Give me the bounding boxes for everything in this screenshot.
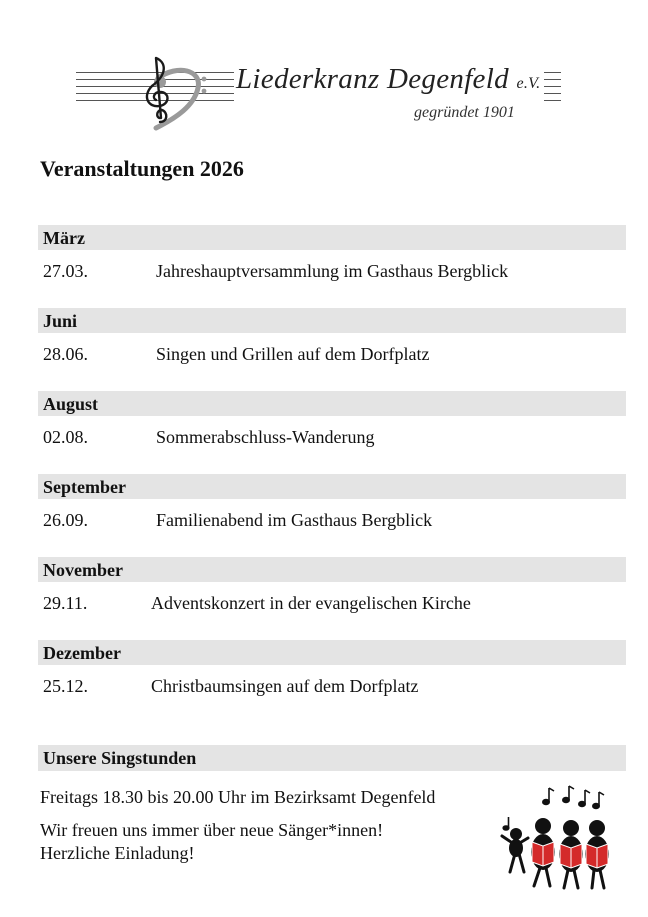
event-date: 29.11. [43,593,88,613]
logo-club-name: Liederkranz Degenfeld e.V. [234,62,544,101]
event-title: Singen und Grillen auf dem Dorfplatz [156,344,430,364]
event-date: 28.06. [43,344,88,364]
event-title: Sommerabschluss-Wanderung [156,427,375,447]
month-label: Dezember [43,643,121,663]
event-date: 26.09. [43,510,88,530]
event-date: 02.08. [43,427,88,447]
event-date: 25.12. [43,676,88,696]
month-label: November [43,560,123,580]
month-label: Juni [43,311,78,331]
welcome-text: Wir freuen uns immer über neue Sänger*innen! [40,820,384,840]
month-label: September [43,477,126,497]
event-date: 27.03. [43,261,88,281]
month-header [38,225,626,250]
page-title: Veranstaltungen 2026 [40,156,244,181]
event-title: Christbaumsingen auf dem Dorfplatz [151,676,419,696]
logo-founded: gegründet 1901 [414,104,515,121]
event-title: Adventskonzert in der evangelischen Kirche [151,593,471,613]
logo-suffix: e.V. [516,75,541,92]
singing-choir-icon [494,782,622,892]
month-header [38,391,626,416]
invite-text: Herzliche Einladung! [40,843,195,863]
month-header [38,557,626,582]
month-header [38,640,626,665]
singing-schedule: Freitags 18.30 bis 20.00 Uhr im Bezirksamt Degenfeld [40,787,436,807]
month-header [38,474,626,499]
singing-heading: Unsere Singstunden [43,748,197,768]
event-title: Familienabend im Gasthaus Bergblick [156,510,433,530]
month-header [38,308,626,333]
event-title: Jahreshauptversammlung im Gasthaus Bergblick [156,261,509,281]
month-label: August [43,394,99,414]
club-logo [76,52,561,132]
singing-header [38,745,626,771]
month-label: März [43,228,85,248]
treble-bass-clef-icon [138,52,218,132]
